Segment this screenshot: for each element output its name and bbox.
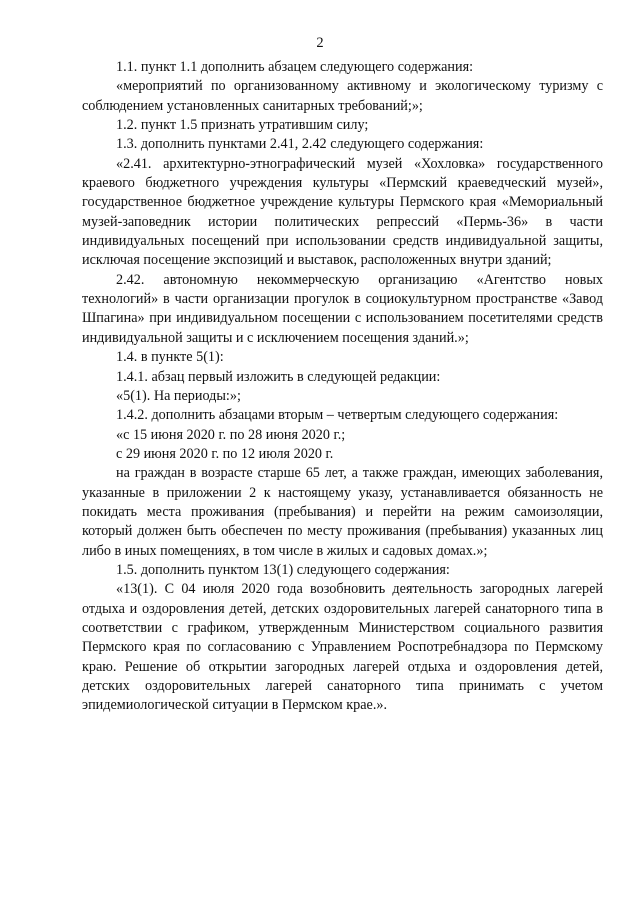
paragraph-1-5: 1.5. дополнить пунктом 13(1) следующего содержания: (116, 561, 450, 578)
paragraph-5-1: «5(1). На периоды:»; (116, 387, 241, 404)
paragraph-1-4: 1.4. в пункте 5(1): (116, 349, 224, 366)
paragraph-2-41: «2.41. архитектурно-этнографический музей «Хохловка» государственного краевого бюджетного учреждения культуры «Пермский краеведческий музей», государственное бюджетное учреждение культуры Пермского края «Мемориальный музей-заповедник истории политических репрессий «Пермь-36» в части индивидуальных посещений при использовании средств индивидуальной защиты, исключая посещение экспозиций и выставок, расположенных внутри зданий; (82, 155, 603, 269)
paragraph-1-2: 1.2. пункт 1.5 признать утратившим силу; (116, 117, 369, 134)
paragraph-1-1: 1.1. пункт 1.1 дополнить абзацем следующего содержания: (116, 59, 474, 75)
paragraph-2-42: 2.42. автономную некоммерческую организацию «Агентство новых технологий» в части организации прогулок в социокультурном пространстве «Завод Шпагина» при индивидуальном посещении с использованием посетителями средств индивидуальной защиты и с исключением посещения зданий.»; (82, 271, 603, 346)
paragraph-1-4-2: 1.4.2. дополнить абзацами вторым – четвертым следующего содержания: (116, 407, 559, 424)
document-body (82, 58, 603, 716)
page-number: 2 (316, 35, 324, 51)
paragraph-13-1: «13(1). С 04 июля 2020 года возобновить деятельность загородных лагерей отдыха и оздоровления детей, детских оздоровительных лагерей санаторного типа в соответствии с графиком, утвержденным Министерством социального развития Пермского края по согласованию с Управлением Роспотребнадзора по Пермскому краю. Решение об открытии загородных лагерей отдыха и оздоровления детей, детских оздоровительных лагерей санаторного типа принимать с учетом эпидемиологической ситуации в Пермском крае.». (82, 581, 603, 714)
paragraph-1-3: 1.3. дополнить пунктами 2.41, 2.42 следующего содержания: (116, 136, 484, 153)
paragraph-1-1-text: «мероприятий по организованному активному и экологическому туризму с соблюдением установленных санитарных требований;»; (82, 78, 603, 114)
paragraph-period-2: с 29 июня 2020 г. по 12 июля 2020 г. (116, 445, 334, 462)
paragraph-1-4-1: 1.4.1. абзац первый изложить в следующей редакции: (116, 368, 441, 385)
paragraph-period-1: «с 15 июня 2020 г. по 28 июня 2020 г.; (116, 426, 346, 443)
paragraph-citizens-65: на граждан в возрасте старше 65 лет, а также граждан, имеющих заболевания, указанные в приложении 2 к настоящему указу, устанавливается обязанность не покидать места проживания (пребывания) и перейти на режим самоизоляции, который должен быть обеспечен по месту проживания (пребывания) указанных лиц либо в иных помещениях, в том числе в жилых и садовых домах.»; (82, 465, 603, 559)
